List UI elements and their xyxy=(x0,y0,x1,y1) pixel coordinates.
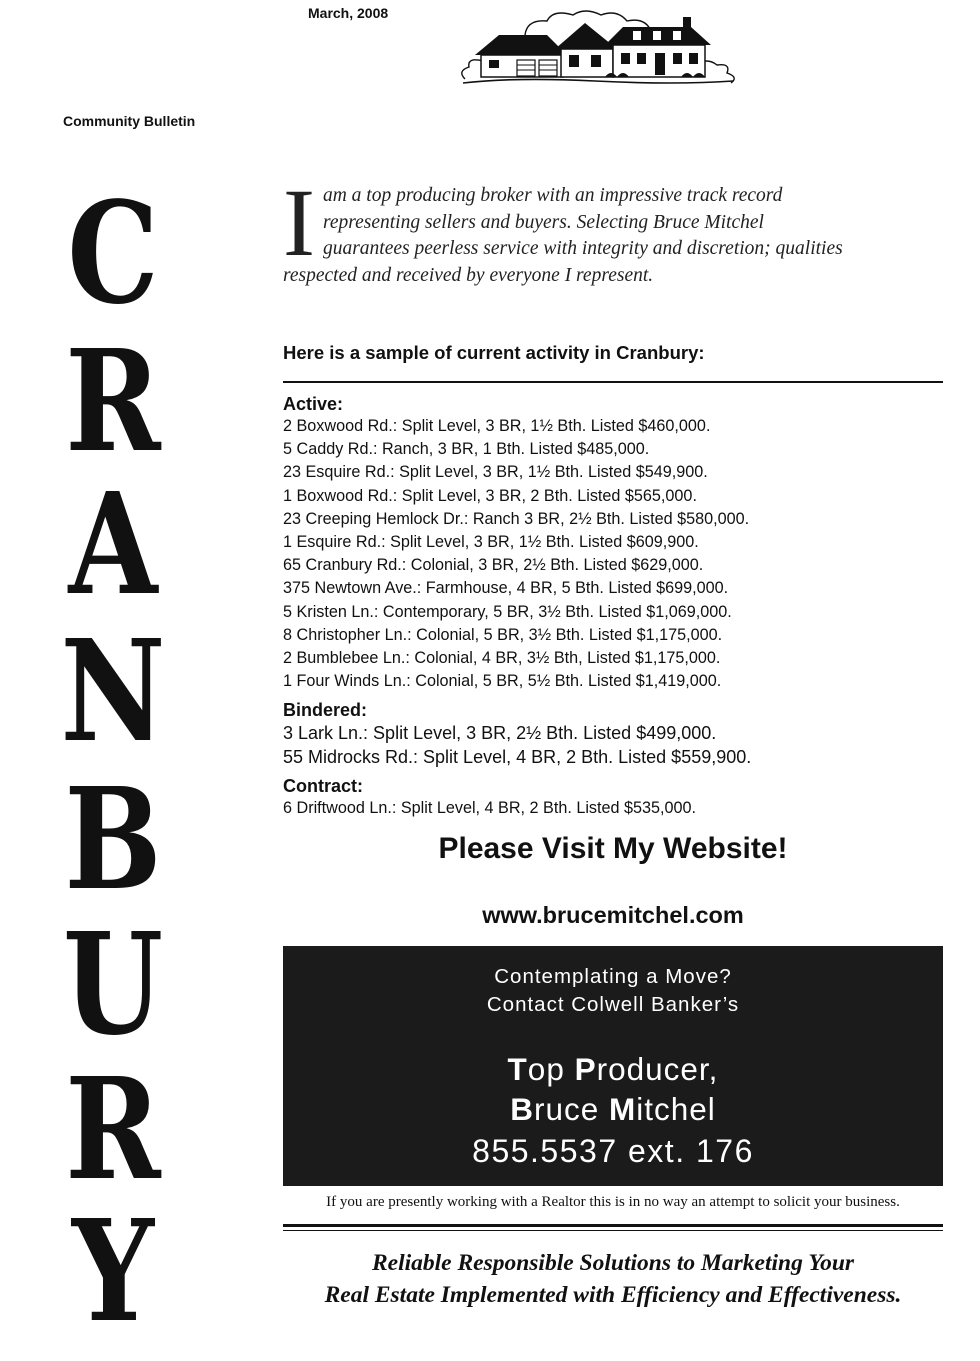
phone-number: 855.5537 ext. 176 xyxy=(472,1133,754,1169)
title-letter: R xyxy=(65,320,161,484)
tagline-line-2: Real Estate Implemented with Efficiency and Effectiveness. xyxy=(324,1282,902,1308)
community-bulletin-label: Community Bulletin xyxy=(63,113,196,129)
website-cta: Please Visit My Website! xyxy=(438,832,788,865)
title-letter: N xyxy=(60,610,166,774)
title-line: Top Producer, xyxy=(507,1051,719,1087)
title-letter: B xyxy=(64,758,162,922)
producer-title xyxy=(283,1049,943,1129)
listing-item: 2 Boxwood Rd.: Split Level, 3 BR, 1½ Bth. Listed $460,000. xyxy=(283,417,711,435)
disclaimer: If you are presently working with a Realtor this is in no way an attempt to solicit your business. xyxy=(326,1194,900,1210)
issue-date: March, 2008 xyxy=(308,5,389,21)
divider xyxy=(283,1224,943,1227)
active-heading: Active: xyxy=(283,394,344,414)
listing-item: 5 Caddy Rd.: Ranch, 3 BR, 1 Bth. Listed $485,000. xyxy=(283,440,650,459)
title-letter: C xyxy=(67,172,159,336)
contact-intro xyxy=(283,963,943,1019)
intro-text: am a top producing broker with an impressive track record representing sellers and buyers. Selecting Bruce Mitchel guarantees peerless service with integrity and discretion; qualities respected and received by everyone I represent. xyxy=(283,185,843,286)
house-icon xyxy=(455,5,740,87)
sample-heading: Here is a sample of current activity in Cranbury: xyxy=(283,342,705,363)
listing-item: 65 Cranbury Rd.: Colonial, 3 BR, 2½ Bth. Listed $629,000. xyxy=(283,556,704,575)
contact-line-2: Contact Colwell Banker’s xyxy=(486,993,740,1016)
tagline xyxy=(278,1247,948,1311)
tagline-line-1: Reliable Responsible Solutions to Marketing Your xyxy=(371,1250,855,1276)
contact-line-1: Contemplating a Move? xyxy=(494,965,732,988)
listing-item: 3 Lark Ln.: Split Level, 3 BR, 2½ Bth. Listed $499,000. xyxy=(283,723,717,744)
listings xyxy=(283,393,943,827)
listing-item: 2 Bumblebee Ln.: Colonial, 4 BR, 3½ Bth, Listed $1,175,000. xyxy=(283,649,721,668)
website-url[interactable]: www.brucemitchel.com xyxy=(482,902,744,928)
listing-item: 55 Midrocks Rd.: Split Level, 4 BR, 2 Bth. Listed $559,900. xyxy=(283,747,752,768)
bindered-section xyxy=(283,699,943,769)
listing-item: 23 Esquire Rd.: Split Level, 3 BR, 1½ Bth. Listed $549,900. xyxy=(283,463,708,482)
agent-name: Bruce Mitchel xyxy=(510,1091,716,1127)
listing-item: 1 Four Winds Ln.: Colonial, 5 BR, 5½ Bth. Listed $1,419,000. xyxy=(283,672,722,691)
listing-item: 23 Creeping Hemlock Dr.: Ranch 3 BR, 2½ Bth. Listed $580,000. xyxy=(283,509,750,528)
intro-paragraph xyxy=(283,169,843,289)
title-letter: Y xyxy=(72,1190,154,1354)
title-letter: U xyxy=(62,903,164,1067)
title-letter: A xyxy=(68,463,158,627)
listing-item: 8 Christopher Ln.: Colonial, 5 BR, 3½ Bth. Listed $1,175,000. xyxy=(283,625,723,644)
divider xyxy=(283,1230,943,1231)
contract-heading: Contract: xyxy=(283,776,363,797)
drop-cap: I xyxy=(283,169,315,276)
divider xyxy=(283,381,943,383)
listing-item: 1 Boxwood Rd.: Split Level, 3 BR, 2 Bth. Listed $565,000. xyxy=(283,486,697,505)
listing-item: 1 Esquire Rd.: Split Level, 3 BR, 1½ Bth. Listed $609,900. xyxy=(283,533,699,552)
listing-item: 6 Driftwood Ln.: Split Level, 4 BR, 2 Bth. Listed $535,000. xyxy=(283,799,697,818)
active-section xyxy=(283,393,943,693)
listing-item: 375 Newtown Ave.: Farmhouse, 4 BR, 5 Bth. Listed $699,000. xyxy=(283,579,729,598)
title-letter: R xyxy=(65,1048,161,1212)
listing-item: 5 Kristen Ln.: Contemporary, 5 BR, 3½ Bth. Listed $1,069,000. xyxy=(283,602,732,621)
contract-section xyxy=(283,775,943,820)
bindered-heading: Bindered: xyxy=(283,700,368,721)
contact-box xyxy=(283,946,943,1186)
